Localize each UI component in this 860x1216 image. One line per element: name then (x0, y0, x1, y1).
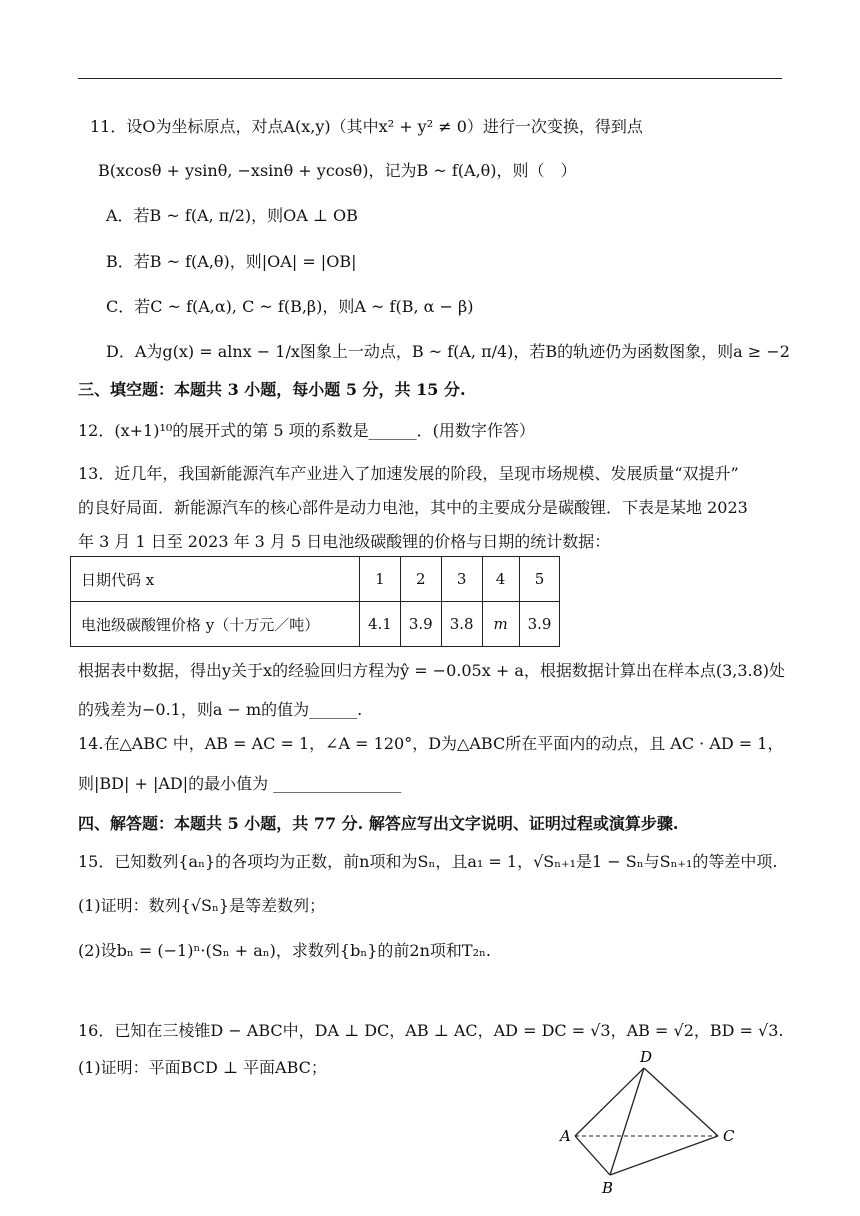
vertex-label-c: C (723, 1127, 735, 1145)
table-cell: 3 (441, 557, 482, 602)
tetrahedron-figure (550, 1050, 750, 1200)
vertex-label-a: A (560, 1127, 571, 1145)
table-row (71, 557, 560, 602)
q15-part2: (2)设bₙ = (−1)ⁿ·(Sₙ + aₙ)，求数列{bₙ}的前2n项和T₂ₙ. (78, 941, 491, 960)
table-cell: 4 (482, 557, 519, 602)
q14-line1: 14.在△ABC 中，AB = AC = 1，∠A = 120°，D为△ABC所在平面内的动点，且 AC · AD = 1， (78, 734, 784, 753)
q11-line2: B(xcosθ + ysinθ, −xsinθ + ycosθ)，记为B ~ f(A,θ)，则（ ） (98, 161, 577, 180)
q13-line1: 13．近几年，我国新能源汽车产业进入了加速发展的阶段，呈现市场规模、发展质量“双提升” (78, 464, 739, 483)
q14-line2: 则|BD| + |AD|的最小值为 ________________ (78, 774, 402, 793)
q16-stem: 16．已知在三棱锥D − ABC中，DA ⊥ DC，AB ⊥ AC，AD = DC = √3，AB = √2，BD = √3. (78, 1021, 784, 1040)
header-rule (78, 78, 782, 79)
q11-option-b: B．若B ~ f(A,θ)，则|OA| = |OB| (106, 252, 357, 271)
table-cell: 3.8 (441, 602, 482, 647)
section-4-heading: 四、解答题：本题共 5 小题，共 77 分. 解答应写出文字说明、证明过程或演算步骤. (78, 814, 679, 833)
table-cell: 3.9 (400, 602, 441, 647)
table-row-label: 日期代码 x (71, 557, 360, 602)
q11-stem: 11．设O为坐标原点，对点A(x,y)（其中x² + y² ≠ 0）进行一次变换，得到点 (90, 117, 643, 136)
price-table (70, 556, 560, 647)
edge-dc (644, 1068, 718, 1136)
vertex-label-d: D (640, 1050, 653, 1066)
q13-line3: 年 3 月 1 日至 2023 年 3 月 5 日电池级碳酸锂的价格与日期的统计数据： (78, 532, 611, 551)
table-cell: 4.1 (360, 602, 401, 647)
q13-after1: 根据表中数据，得出y关于x的经验回归方程为ŷ = −0.05x + a，根据数据计算出在样本点(3,3.8)处 (78, 661, 786, 680)
q11-option-d: D．A为g(x) = alnx − 1/x图象上一动点，B ~ f(A, π/4)，若B的轨迹仍为函数图象，则a ≥ −2 (106, 342, 790, 361)
table-cell: 2 (400, 557, 441, 602)
table-cell: 1 (360, 557, 401, 602)
table-cell: 3.9 (519, 602, 560, 647)
q12-text: 12．(x+1)¹⁰的展开式的第 5 项的系数是______．(用数字作答） (78, 421, 535, 440)
q15-part1: (1)证明：数列{√Sₙ}是等差数列； (78, 896, 326, 915)
q11-option-a: A．若B ~ f(A, π/2)，则OA ⊥ OB (106, 206, 358, 225)
section-3-heading: 三、填空题：本题共 3 小题，每小题 5 分，共 15 分. (78, 380, 466, 399)
q15-stem: 15．已知数列{aₙ}的各项均为正数，前n项和为Sₙ，且a₁ = 1，√Sₙ₊₁是1 − Sₙ与Sₙ₊₁的等差中项. (78, 852, 778, 871)
table-cell: 5 (519, 557, 560, 602)
table-row (71, 602, 560, 647)
q11-option-c: C．若C ~ f(A,α), C ~ f(B,β)，则A ~ f(B, α − β) (106, 297, 474, 316)
q13-line2: 的良好局面．新能源汽车的核心部件是动力电池，其中的主要成分是碳酸锂．下表是某地 2023 (78, 498, 748, 517)
table-cell: m (482, 602, 519, 647)
edge-bc (610, 1136, 718, 1175)
table-row-label: 电池级碳酸锂价格 y（十万元／吨） (71, 602, 360, 647)
edge-ab (575, 1136, 610, 1175)
q16-part1: (1)证明：平面BCD ⊥ 平面ABC； (78, 1058, 327, 1077)
q13-after2: 的残差为−0.1，则a − m的值为______. (78, 700, 363, 719)
vertex-label-b: B (602, 1179, 614, 1197)
